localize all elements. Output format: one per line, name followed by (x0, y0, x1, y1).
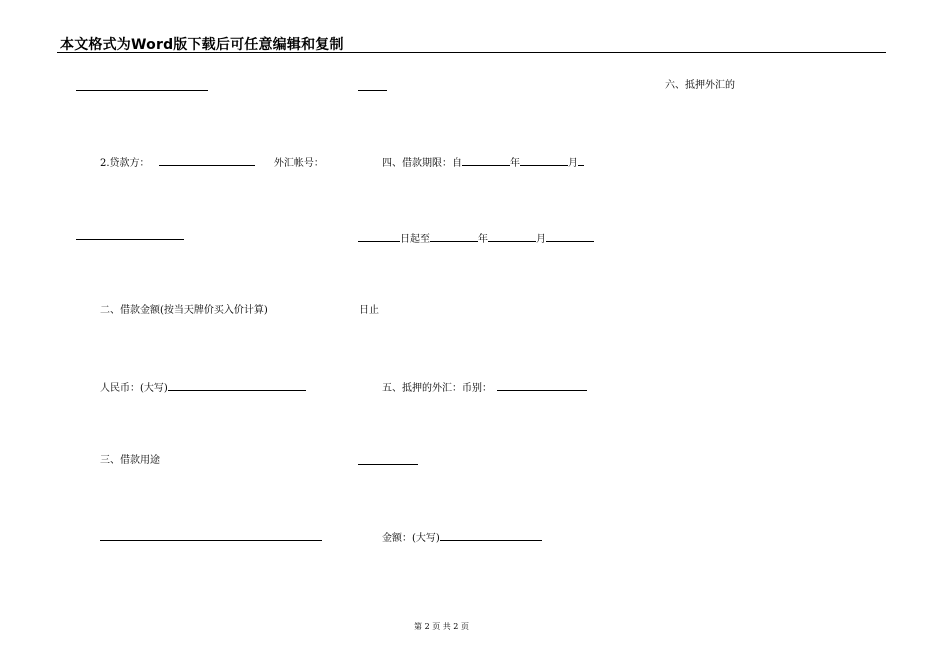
period-end-year-label: 年 (478, 234, 488, 245)
period-row (382, 155, 584, 170)
period-end-month-label: 月 (536, 234, 546, 245)
period-end-day-blank (546, 231, 594, 242)
period-heading: 四、借款期限：自 (382, 158, 462, 169)
period-end-row (358, 231, 594, 246)
period-until-label: 日止 (359, 305, 379, 316)
page-number-footer: 第 2 页 共 2 页 (414, 622, 469, 631)
fx-account-label: 外汇帐号： (273, 158, 324, 169)
pledge-currency-blank (497, 380, 587, 391)
pledge-currency-label: 五、抵押的外汇：币别： (382, 383, 492, 394)
pledge-currency-blank-cont (358, 464, 418, 465)
period-day-start-blank (358, 231, 400, 242)
fx-account-blank (76, 239, 184, 240)
amount-heading: 二、借款金额(按当天牌价买入价计算) (100, 305, 268, 316)
rmb-blank (168, 380, 306, 391)
blank-line-col2-top (358, 90, 387, 91)
period-day-from-label: 日起至 (400, 234, 430, 245)
period-month-blank (520, 155, 568, 166)
pledge-heading: 六、抵押外汇的 (665, 80, 735, 91)
period-end-year-blank (430, 231, 478, 242)
pledge-amount-row (382, 530, 542, 545)
purpose-heading: 三、借款用途 (100, 455, 160, 466)
purpose-blank (100, 540, 322, 541)
period-month-label: 月 (568, 158, 578, 169)
period-end-month-blank (488, 231, 536, 242)
rmb-row (100, 380, 306, 395)
rmb-label: 人民币：(大写) (100, 383, 168, 394)
document-header-title: 本文格式为Word版下载后可任意编辑和复制 (60, 37, 344, 53)
period-year-label: 年 (510, 158, 520, 169)
period-day-blank (578, 155, 584, 166)
pledge-amount-blank (440, 530, 542, 541)
lender-blank (159, 155, 255, 166)
pledge-currency-row (382, 380, 587, 395)
lender-row (100, 155, 324, 170)
header-rule (57, 52, 886, 53)
lender-label: 2.贷款方： (100, 158, 150, 169)
pledge-amount-label: 金额：(大写) (382, 533, 440, 544)
blank-line-borrower (76, 90, 208, 91)
period-year-blank (462, 155, 510, 166)
